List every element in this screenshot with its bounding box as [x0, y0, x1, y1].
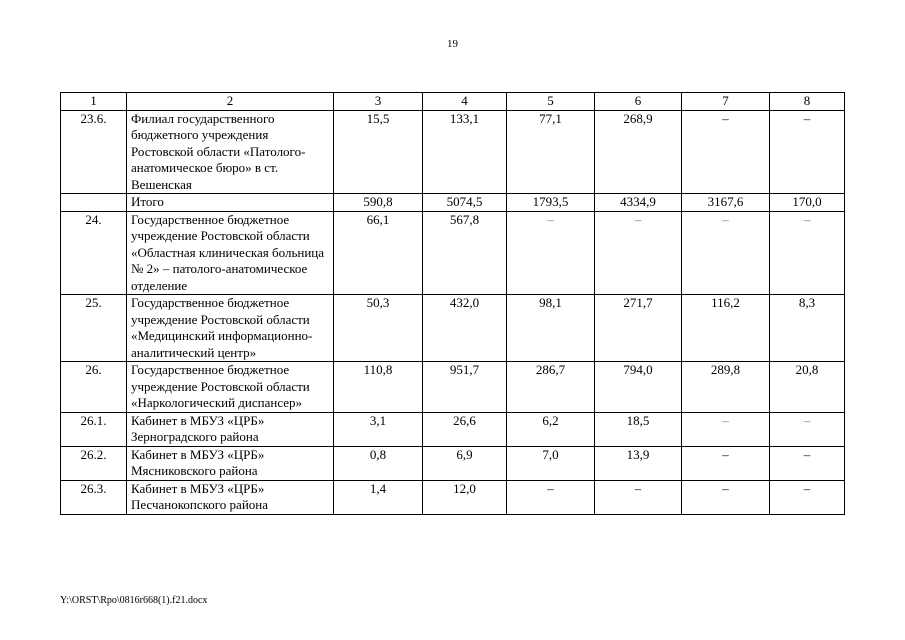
table-cell: 3,1 — [334, 412, 423, 446]
table-row — [61, 446, 845, 480]
table-cell: 50,3 — [334, 295, 423, 362]
table-cell: 66,1 — [334, 211, 423, 295]
table-cell: 133,1 — [423, 110, 507, 194]
table-cell: 3167,6 — [682, 194, 770, 212]
table-cell: – — [770, 211, 845, 295]
row-name: Государственное бюджетное учреждение Ростовской области «Областная клиническая больница № 2» – патолого-анатомическое отделение — [127, 211, 334, 295]
table-cell: 6,2 — [507, 412, 595, 446]
table-cell: – — [770, 480, 845, 514]
row-number: 26.2. — [61, 446, 127, 480]
row-number: 24. — [61, 211, 127, 295]
table-cell: 951,7 — [423, 362, 507, 413]
table-cell: – — [770, 412, 845, 446]
table-cell: 15,5 — [334, 110, 423, 194]
table-cell: 1,4 — [334, 480, 423, 514]
table-cell: 0,8 — [334, 446, 423, 480]
data-table — [60, 92, 845, 515]
table-cell: 271,7 — [595, 295, 682, 362]
table-cell: 7,0 — [507, 446, 595, 480]
table-cell: – — [682, 446, 770, 480]
table-cell: 110,8 — [334, 362, 423, 413]
table-row — [61, 295, 845, 362]
table-row — [61, 211, 845, 295]
table-cell: – — [682, 412, 770, 446]
table-cell: – — [507, 480, 595, 514]
table-cell: 77,1 — [507, 110, 595, 194]
column-header-row — [61, 93, 845, 111]
row-number: 23.6. — [61, 110, 127, 194]
table-cell: 567,8 — [423, 211, 507, 295]
column-header: 2 — [127, 93, 334, 111]
table-cell: – — [770, 446, 845, 480]
table-cell: 1793,5 — [507, 194, 595, 212]
row-number: 26.3. — [61, 480, 127, 514]
column-header: 3 — [334, 93, 423, 111]
table-cell: 13,9 — [595, 446, 682, 480]
table-cell: 4334,9 — [595, 194, 682, 212]
row-name: Государственное бюджетное учреждение Ростовской области «Медицинский информационно-аналитический центр» — [127, 295, 334, 362]
row-name: Кабинет в МБУЗ «ЦРБ» Мясниковского района — [127, 446, 334, 480]
page-number: 19 — [447, 38, 458, 50]
table-cell: 289,8 — [682, 362, 770, 413]
document-file-path: Y:\ORST\Rpo\0816r668(1).f21.docx — [60, 595, 208, 606]
table-cell: 590,8 — [334, 194, 423, 212]
table-cell: 12,0 — [423, 480, 507, 514]
table-row — [61, 362, 845, 413]
column-header: 6 — [595, 93, 682, 111]
table-cell: 6,9 — [423, 446, 507, 480]
table-cell: – — [682, 211, 770, 295]
table-row — [61, 480, 845, 514]
table-row — [61, 412, 845, 446]
row-number: 26. — [61, 362, 127, 413]
row-name: Итого — [127, 194, 334, 212]
table-cell: 26,6 — [423, 412, 507, 446]
row-number: 26.1. — [61, 412, 127, 446]
row-name: Кабинет в МБУЗ «ЦРБ» Песчанокопского района — [127, 480, 334, 514]
table-cell: 268,9 — [595, 110, 682, 194]
row-name: Кабинет в МБУЗ «ЦРБ» Зерноградского района — [127, 412, 334, 446]
table-cell: – — [682, 110, 770, 194]
row-name: Филиал государственного бюджетного учреждения Ростовской области «Патолого-анатомическое бюро» в ст. Вешенская — [127, 110, 334, 194]
table-cell: 98,1 — [507, 295, 595, 362]
column-header: 7 — [682, 93, 770, 111]
column-header: 8 — [770, 93, 845, 111]
table-cell: – — [682, 480, 770, 514]
column-header: 4 — [423, 93, 507, 111]
table-cell: 5074,5 — [423, 194, 507, 212]
table-cell: 286,7 — [507, 362, 595, 413]
table-cell: 116,2 — [682, 295, 770, 362]
table-cell: 170,0 — [770, 194, 845, 212]
table-row — [61, 110, 845, 194]
table-cell: 794,0 — [595, 362, 682, 413]
table-cell: 18,5 — [595, 412, 682, 446]
table-cell: – — [770, 110, 845, 194]
column-header: 1 — [61, 93, 127, 111]
row-number: 25. — [61, 295, 127, 362]
column-header: 5 — [507, 93, 595, 111]
table-cell: – — [595, 480, 682, 514]
row-number — [61, 194, 127, 212]
table-cell: 20,8 — [770, 362, 845, 413]
table-cell: 8,3 — [770, 295, 845, 362]
row-name: Государственное бюджетное учреждение Ростовской области «Наркологический диспансер» — [127, 362, 334, 413]
table-row-total — [61, 194, 845, 212]
table-cell: – — [507, 211, 595, 295]
table-cell: 432,0 — [423, 295, 507, 362]
table-cell: – — [595, 211, 682, 295]
